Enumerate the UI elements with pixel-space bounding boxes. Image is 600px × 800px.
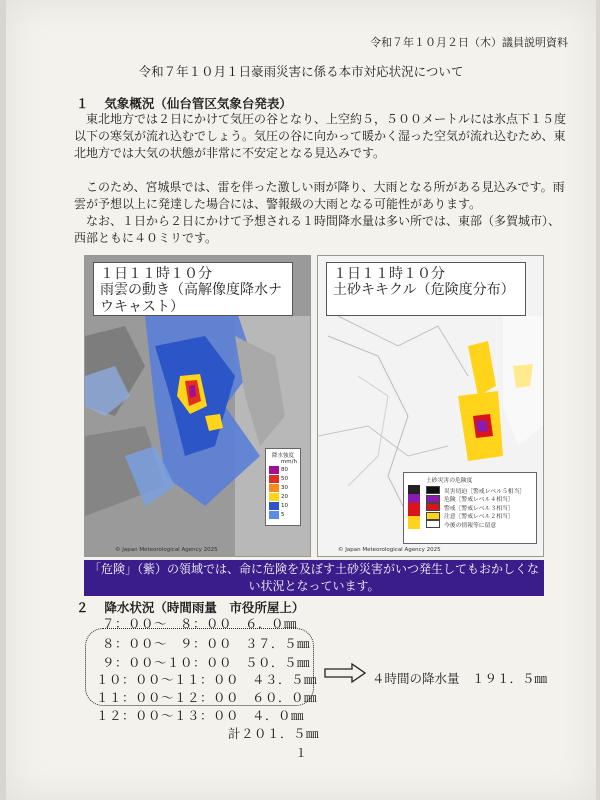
rainfall-total: 計２０１．５㎜ (228, 726, 320, 741)
rain-intensity-legend (265, 448, 301, 526)
document-page (6, 0, 596, 800)
rain-map-time: １日１１時１０分 (100, 266, 212, 282)
page-number: １ (294, 746, 307, 760)
rainfall-row: ７：００～ ８：００ ６．０㎜ (102, 616, 298, 631)
rainfall-row: １０：００～１１：００ ４３．５㎜ (96, 672, 318, 687)
section-1-heading (76, 94, 292, 112)
rain-legend-row: 20 (269, 492, 300, 501)
landslide-risk-map (317, 255, 544, 557)
landslide-risk-legend (403, 472, 537, 544)
section-1-number: １ (76, 96, 89, 111)
landslide-map-credit: © Japan Meteorological Agency 2025 (338, 547, 441, 553)
rainfall-row: １２：００～１３：００ ４．０㎜ (96, 708, 305, 723)
rain-legend-row: 10 (269, 501, 300, 510)
rain-map-label (93, 262, 293, 316)
section-1-title: 気象概況（仙台管区気象台発表） (104, 96, 292, 111)
risk-legend-row: 災害切迫 ［警戒レベル５相当］ (426, 486, 536, 495)
risk-legend-row: 今後の情報等に留意 (426, 520, 536, 529)
rain-map-name: 雨雲の動き（高解像度降水ナウキャスト） (100, 282, 282, 315)
rain-legend-unit: mm/h (280, 459, 297, 465)
landslide-map-name: 土砂キキクル（危険度分布） (333, 282, 515, 298)
risk-legend-row: 危険 ［警戒レベル４相当］ (426, 495, 536, 504)
paragraph-1: 東北地方では２日にかけて気圧の谷となり、上空約５，５００メートルには氷点下１５度以下の寒気が流れ込むでしょう。気圧の谷に向かって暖かく湿った空気が流れ込むため、東北地方では大気の状態が非常に不安定となる見込みです。 (74, 112, 567, 160)
risk-legend-colorbar (408, 485, 420, 529)
risk-legend-row: 警戒 ［警戒レベル３相当］ (426, 503, 536, 512)
arrow-right-icon (324, 663, 366, 683)
paragraph-3: なお、１日から２日にかけて予想される１時間降水量は多い所では、東部（多賀城市）、西部ともに４０ミリです。 (74, 214, 561, 245)
rain-nowcast-map (84, 255, 311, 557)
rain-map-credit: © Japan Meteorological Agency 2025 (115, 547, 218, 553)
paragraph-2: このため、宮城県では、雷を伴った激しい雨が降り、大雨となる所がある見込みです。雨雲が予想以上に発達した場合には、警報級の大雨となる可能性があります。 (74, 180, 565, 211)
danger-warning-banner: 「危険」（紫）の領域では、命に危険を及ぼす土砂災害がいつ発生してもおかしくない状況となっています。 (84, 560, 544, 596)
landslide-map-label (326, 262, 526, 316)
date-note: 令和７年１０月２日（木）議員説明資料 (370, 36, 568, 49)
section-2-title: 降水状況（時間雨量 市役所屋上） (104, 600, 305, 615)
landslide-map-time: １日１１時１０分 (333, 266, 445, 282)
section-2-number: ２ (76, 600, 89, 615)
risk-legend-title: 土砂災害の危険度 (426, 478, 473, 484)
four-hour-total: ４時間の降水量 １９１．５㎜ (372, 671, 548, 686)
page-title: 令和７年１０月１日豪雨災害に係る本市対応状況について (138, 64, 464, 79)
rain-legend-row: 5 (269, 510, 300, 519)
four-hour-bracket (85, 628, 314, 706)
rain-legend-row: 80 (269, 465, 300, 474)
map-panels (84, 255, 544, 595)
rain-legend-title: 降水強度 (271, 453, 294, 459)
rain-legend-row: 30 (269, 483, 300, 492)
rainfall-row: １１：００～１２：００ ６０．０㎜ (96, 690, 318, 705)
risk-legend-row: 注意 ［警戒レベル２相当］ (426, 512, 536, 521)
rainfall-row: ９：００～１０：００ ５０．５㎜ (102, 655, 311, 670)
rainfall-row: ８：００～ ９：００ ３７．５㎜ (102, 636, 311, 651)
rain-legend-row: 50 (269, 474, 300, 483)
